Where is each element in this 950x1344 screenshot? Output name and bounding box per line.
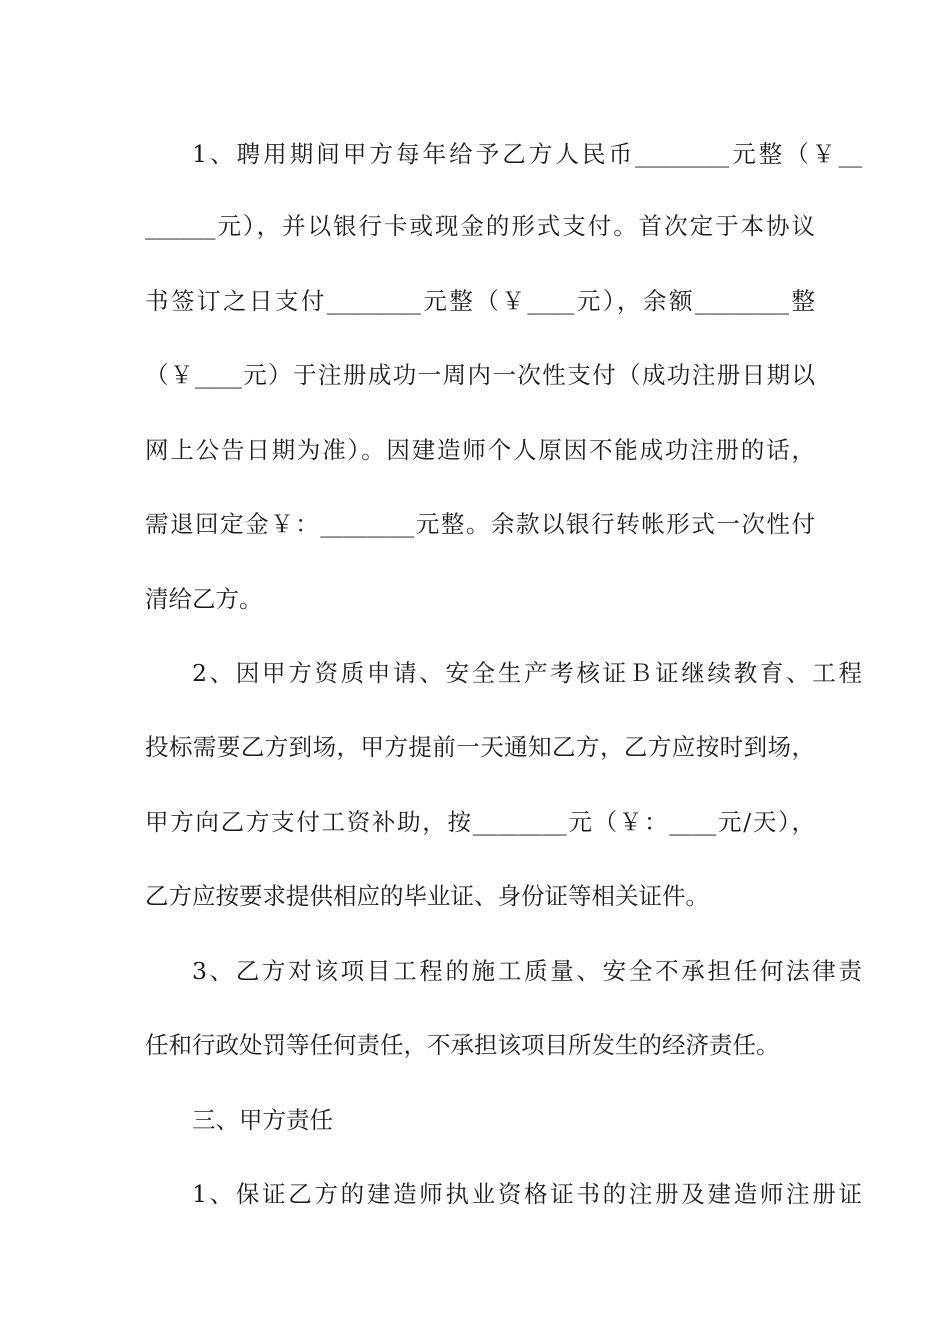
paragraph-1-line-6: 需退回定金￥：________元整。余款以银行转帐形式一次性付 (145, 510, 815, 538)
paragraph-2-line-1: 2、因甲方资质申请、安全生产考核证Ｂ证继续教育、工程 (192, 659, 862, 687)
paragraph-1-line-4: （￥____元）于注册成功一周内一次性支付（成功注册日期以 (145, 361, 815, 389)
section-heading: 三、甲方责任 (192, 1106, 333, 1134)
paragraph-3-line-1: 3、乙方对该项目工程的施工质量、安全不承担任何法律责 (192, 957, 862, 985)
paragraph-2-line-3: 甲方向乙方支付工资补助，按________元（￥：____元/天）， (145, 808, 815, 836)
paragraph-2-line-2: 投标需要乙方到场，甲方提前一天通知乙方，乙方应按时到场， (145, 733, 815, 761)
paragraph-1-line-5: 网上公告日期为准）。因建造师个人原因不能成功注册的话， (145, 436, 815, 464)
paragraph-1-line-7: 清给乙方。 (145, 585, 263, 613)
paragraph-4-line-1: 1、保证乙方的建造师执业资格证书的注册及建造师注册证 (192, 1180, 862, 1208)
paragraph-1-line-1: 1、聘用期间甲方每年给予乙方人民币________元整（￥__ (192, 140, 862, 168)
paragraph-1-line-2: ______元），并以银行卡或现金的形式支付。首次定于本协议 (145, 212, 815, 240)
paragraph-3-line-2: 任和行政处罚等任何责任，不承担该项目所发生的经济责任。 (145, 1031, 780, 1059)
paragraph-2-line-4: 乙方应按要求提供相应的毕业证、身份证等相关证件。 (145, 882, 709, 910)
paragraph-1-line-3: 书签订之日支付________元整（￥____元），余额________整 (145, 287, 815, 315)
